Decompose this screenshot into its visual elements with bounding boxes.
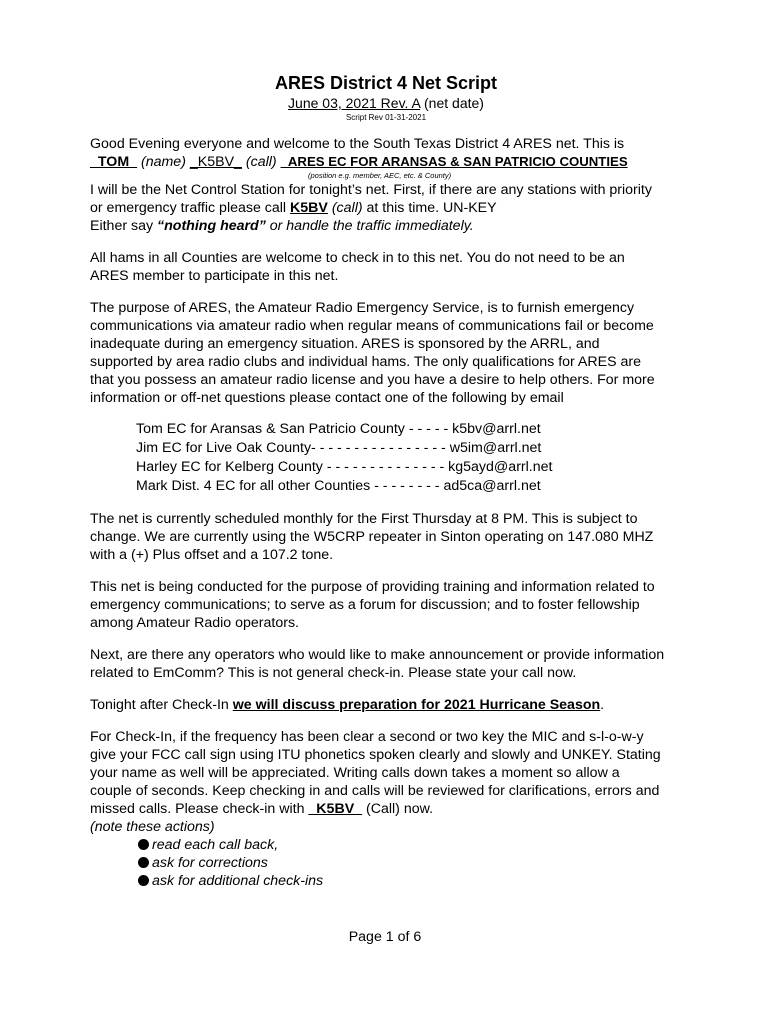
intro-line-2	[90, 153, 682, 171]
action-text: ask for corrections	[152, 855, 268, 871]
actions-note: (note these actions)	[90, 819, 215, 835]
checkin-line: For Check-In, if the frequency has been clear a second or two key the MIC and s-l-o-w-y	[90, 729, 644, 745]
bullet-icon	[138, 839, 149, 850]
topic-suffix: .	[600, 697, 605, 713]
actions-list	[138, 836, 682, 890]
welcome-line-1: All hams in all Counties are welcome to check in to this net. You do not need to be an	[90, 250, 625, 266]
header	[90, 72, 682, 123]
topic-line	[90, 696, 682, 714]
training-line: among Amateur Radio operators.	[90, 615, 299, 631]
topic-prefix: Tonight after Check-In	[90, 697, 233, 713]
checkin-last-line	[90, 800, 682, 818]
nothing-heard: “nothing heard”	[157, 218, 266, 234]
schedule-line: with a (+) Plus offset and a 107.2 tone.	[90, 547, 334, 563]
purpose-line: supported by area radio clubs and individual hams. The only qualifications for ARES are	[90, 354, 642, 370]
page-number: Page 1 of 6	[348, 929, 422, 945]
intro-line-5-text: Either say	[90, 218, 158, 234]
intro-line-4-text: or emergency traffic please call	[90, 200, 291, 216]
intro-line-4-end: at this time. UN-KEY	[362, 200, 497, 216]
net-date-label: (net date)	[420, 95, 484, 111]
intro-line-5	[90, 217, 682, 235]
topic-emphasis: we will discuss preparation for 2021 Hurricane Season	[232, 697, 601, 713]
purpose-section	[90, 299, 682, 407]
intro-section	[90, 135, 682, 235]
contact-item: Harley EC for Kelberg County - - - - - - - - - - - - - - kg5ayd@arrl.net	[136, 459, 553, 475]
name-label: (name)	[137, 154, 190, 170]
announcements-line: Next, are there any operators who would like to make announcement or provide information	[90, 647, 665, 663]
checkin-last-end: (Call) now.	[362, 801, 434, 817]
checkin-line: couple of seconds. Keep checking in and calls will be reviewed for clarifications, errors and	[90, 783, 660, 799]
intro-line-1: Good Evening everyone and welcome to the South Texas District 4 ARES net. This is	[90, 136, 625, 152]
call-hint: (call)	[327, 200, 363, 216]
contact-list	[136, 420, 682, 496]
action-text: read each call back,	[152, 837, 279, 853]
welcome-line-2: ARES member to participate in this net.	[90, 268, 339, 284]
intro-line-3: I will be the Net Control Station for tonight’s net. First, if there are any stations with priority	[90, 182, 652, 198]
document-page	[90, 72, 682, 890]
document-title: ARES District 4 Net Script	[274, 73, 498, 93]
bullet-icon	[138, 875, 149, 886]
announcements-line: related to EmComm? This is not general check-in. Please state your call now.	[90, 665, 577, 681]
action-item	[138, 872, 682, 890]
action-item	[138, 836, 682, 854]
purpose-line: The purpose of ARES, the Amateur Radio Emergency Service, is to furnish emergency	[90, 300, 635, 316]
schedule-line: The net is currently scheduled monthly for the First Thursday at 8 PM. This is subject to	[90, 511, 638, 527]
checkin-call: _K5BV_	[308, 801, 363, 817]
contact-item: Tom EC for Aransas & San Patricio County - - - - - k5bv@arrl.net	[136, 421, 541, 437]
checkin-line: your name as well will be appreciated. Writing calls down takes a moment so allow a	[90, 765, 620, 781]
checkin-line: give your FCC call sign using ITU phonetics spoken clearly and slowly and UNKEY. Stating	[90, 747, 661, 763]
action-text: ask for additional check-ins	[152, 873, 324, 889]
contact-item: Mark Dist. 4 EC for all other Counties - - - - - - - - ad5ca@arrl.net	[136, 478, 541, 494]
checkin-last-text: missed calls. Please check-in with	[90, 801, 309, 817]
call-label: (call)	[241, 154, 281, 170]
schedule-line: change. We are currently using the W5CRP repeater in Sinton operating on 147.080 MHZ	[90, 529, 654, 545]
purpose-line: inadequate during an emergency situation. ARES is sponsored by the ARRL, and	[90, 336, 600, 352]
announcements-section	[90, 646, 682, 682]
net-control-call: K5BV	[290, 200, 328, 216]
purpose-line: that you possess an amateur radio license and you have a desire to help others. For more	[90, 372, 655, 388]
intro-line-4	[90, 199, 682, 217]
purpose-line: information or off-net questions please contact one of the following by email	[90, 390, 564, 406]
action-item	[138, 854, 682, 872]
script-revision: Script Rev 01-31-2021	[345, 113, 427, 122]
training-section	[90, 578, 682, 632]
position-note: (position e.g. member, AEC, etc. & County)	[308, 171, 452, 180]
bullet-icon	[138, 857, 149, 868]
checkin-section	[90, 728, 682, 890]
operator-name: _TOM_	[90, 154, 138, 170]
net-date-value: June 03, 2021 Rev. A	[288, 95, 421, 111]
training-line: This net is being conducted for the purpose of providing training and information related to	[90, 579, 655, 595]
operator-position: _ARES EC FOR ARANSAS & SAN PATRICIO COUNTIES	[280, 154, 628, 169]
welcome-section	[90, 249, 682, 285]
schedule-section	[90, 510, 682, 564]
purpose-line: communications via amateur radio when regular means of communications fail or become	[90, 318, 654, 334]
contact-item: Jim EC for Live Oak County- - - - - - - - - - - - - - - - w5im@arrl.net	[136, 440, 542, 456]
operator-call: _K5BV_	[189, 154, 242, 170]
intro-line-5-end: or handle the traffic immediately.	[265, 218, 474, 234]
net-date	[90, 94, 682, 112]
training-line: emergency communications; to serve as a forum for discussion; and to foster fellowship	[90, 597, 640, 613]
topic-section	[90, 696, 682, 714]
